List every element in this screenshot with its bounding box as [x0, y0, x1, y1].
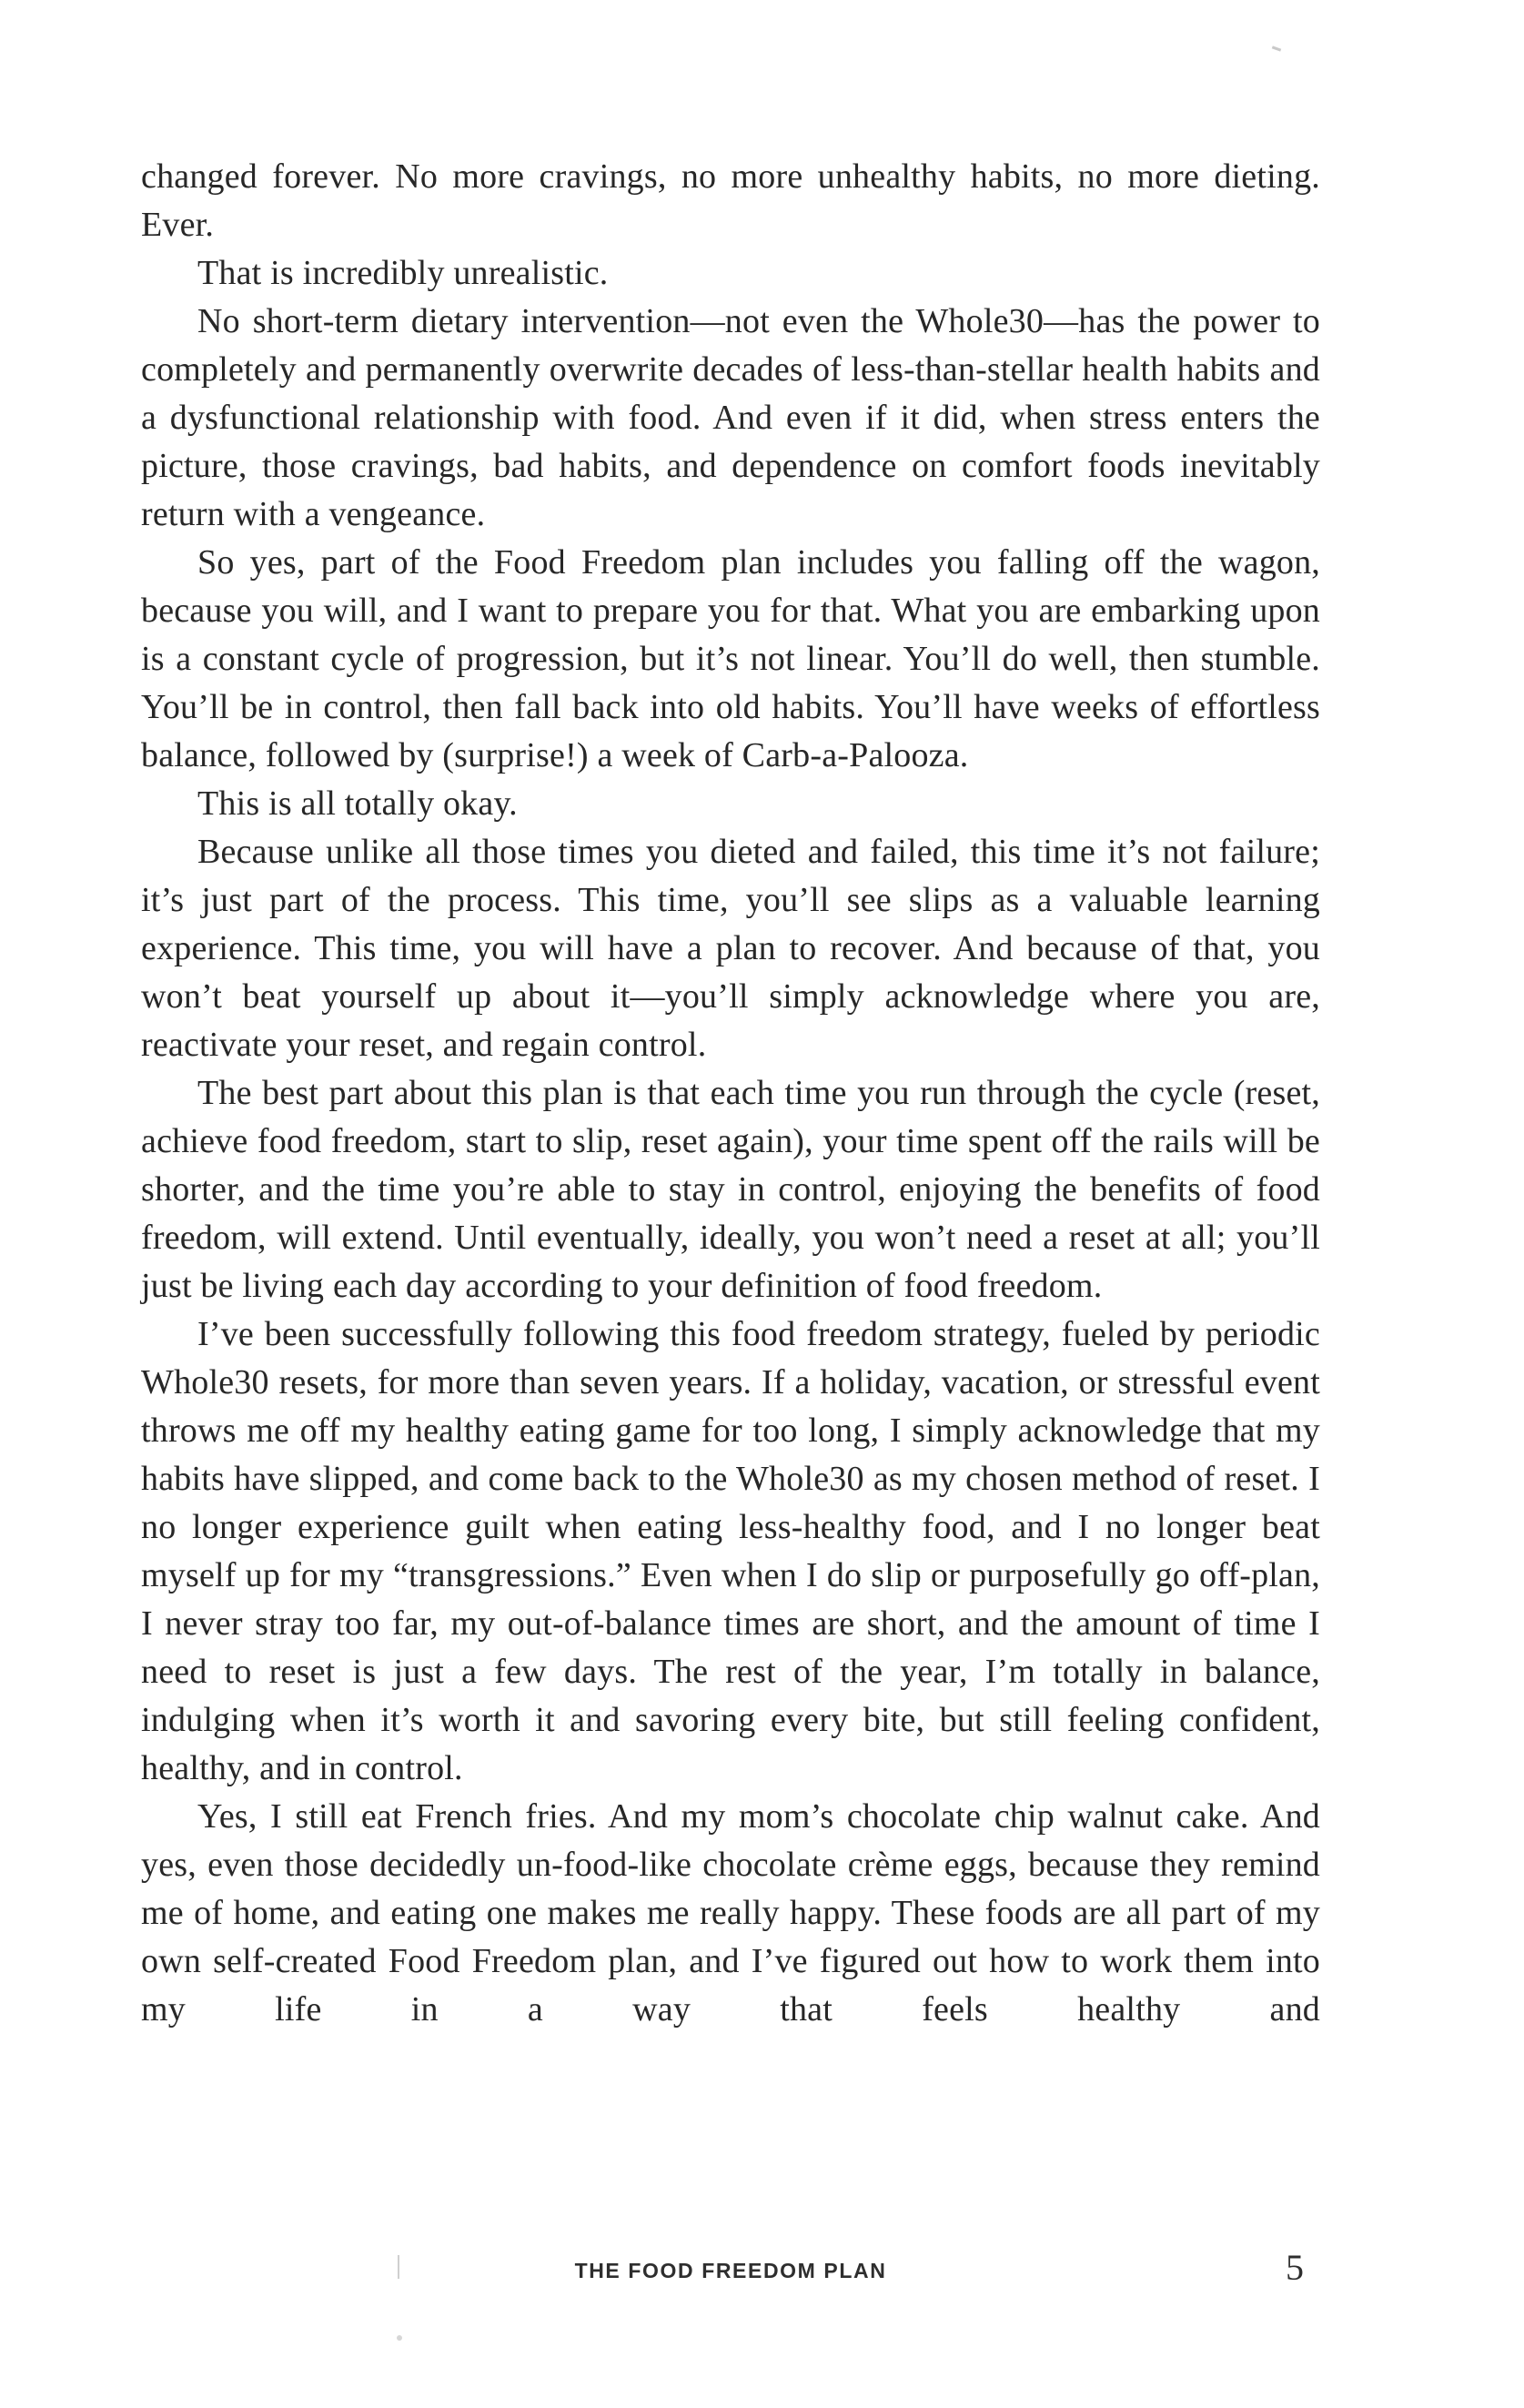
paragraph: Because unlike all those times you dieted and failed, this time it’s not failure; it’s just part of the process. This time, you’ll see slips as a valuable learning experience. This time, you will have a plan to recover. And because of that, you won’t beat yourself up about it—you’ll simply acknowledge where you are, reactivate your reset, and regain control. — [141, 833, 1320, 1064]
paragraph: The best part about this plan is that each time you run through the cycle (reset, achieve food freedom, start to slip, reset again), your time spent off the rails will be shorter, and the time you’re able to stay in control, enjoying the benefits of food freedom, will extend. Until eventually, ideally, you won’t need a reset at all; you’ll just be living each day according to your definition of food freedom. — [141, 1074, 1320, 1305]
running-head: THE FOOD FREEDOM PLAN — [574, 2259, 887, 2282]
paragraph: So yes, part of the Food Freedom plan includes you falling off the wagon, because you will, and I want to prepare you for that. What you are embarking upon is a constant cycle of progression, but it’s not linear. You’ll do well, then stumble. You’ll be in control, then fall back into old habits. You’ll have weeks of effortless balance, followed by (surprise!) a week of Carb-a-Palooza. — [141, 543, 1320, 774]
page-footer — [141, 2246, 1320, 2297]
paragraph: I’ve been successfully following this food freedom strategy, fueled by periodic Whole30 resets, for more than seven years. If a holiday, vacation, or stressful event throws me off my healthy eating game for too long, I simply acknowledge that my habits have slipped, and come back to the Whole30 as my chosen method of reset. I no longer experience guilt when eating less-healthy food, and I no longer beat myself up for my “transgressions.” Even when I do slip or purposefully go off-plan, I never stray too far, my out-of-balance times are short, and the amount of time I need to reset is just a few days. The rest of the year, I’m totally in balance, indulging when it’s worth it and savoring every bite, but still feeling confident, healthy, and in control. — [141, 1315, 1320, 1787]
paragraph: That is incredibly unrealistic. — [197, 254, 609, 292]
paragraph: This is all totally okay. — [197, 784, 518, 823]
paragraph: Yes, I still eat French fries. And my mom’s chocolate chip walnut cake. And yes, even those decidedly un-food-like chocolate crème eggs, because they remind me of home, and eating one makes me really happy. These foods are all part of my own self-created Food Freedom plan, and I’ve figured out how to work them into my life in a way that feels healthy and — [141, 1797, 1320, 2029]
paragraph: No short-term dietary intervention—not even the Whole30—has the power to completely and permanently overwrite decades of less-than-stellar health habits and a dysfunctional relationship with food. And even if it did, when stress enters the picture, those cravings, bad habits, and dependence on comfort foods inevitably return with a vengeance. — [141, 302, 1320, 533]
scan-speck — [397, 2335, 402, 2341]
paragraph: changed forever. No more cravings, no more unhealthy habits, no more dieting. Ever. — [141, 157, 1320, 244]
scan-speck — [398, 2255, 399, 2279]
body-text — [141, 153, 1320, 2034]
scan-speck — [1272, 46, 1281, 51]
page-number: 5 — [1286, 2247, 1304, 2288]
